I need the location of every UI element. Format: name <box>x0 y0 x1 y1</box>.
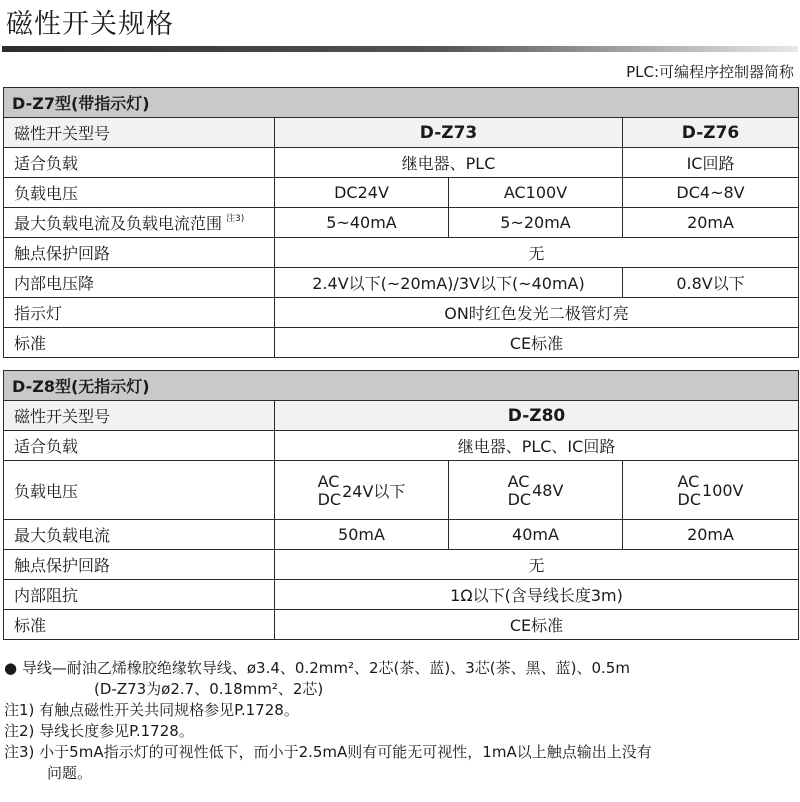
table-row <box>4 580 799 610</box>
cell-value: AC100V <box>449 178 623 208</box>
z7-section-header <box>4 88 799 118</box>
table-row <box>4 610 799 640</box>
footnotes <box>4 658 798 784</box>
row-label: 负载电压 <box>4 461 275 520</box>
row-label: 负载电压 <box>4 178 275 208</box>
bullet-icon: ● <box>4 659 18 677</box>
title-underline <box>2 46 798 52</box>
table-row <box>4 148 799 178</box>
table-row <box>4 520 799 550</box>
note-3: 注3) 小于5mA指示灯的可视性低下，而小于2.5mA则有可能无可视性，1mA以上触点输出上没有 <box>4 743 652 761</box>
z7-model-row <box>4 118 799 148</box>
cell-value: IC回路 <box>623 148 799 178</box>
cell-value: 40mA <box>449 520 623 550</box>
ac-label: AC <box>507 471 530 491</box>
cell-value: 继电器、PLC <box>275 148 623 178</box>
table-row <box>4 238 799 268</box>
ac-label: AC <box>317 471 340 491</box>
page-title: 磁性开关规格 <box>6 9 174 40</box>
z8-model-row <box>4 401 799 431</box>
cell-value: 无 <box>275 238 799 268</box>
cell-value: DC4~8V <box>623 178 799 208</box>
row-label: 触点保护回路 <box>4 238 275 268</box>
current-range-label: 最大负载电流及负载电流范围 <box>14 214 223 233</box>
row-label: 标准 <box>4 328 275 358</box>
lead-wire-text: 导线—耐油乙烯橡胶绝缘软导线、ø3.4、0.2mm²、2芯(茶、蓝)、3芯(茶、黑、蓝)、0.5m <box>21 659 630 677</box>
z7-model-a: D-Z73 <box>275 118 623 148</box>
cell-value: 0.8V以下 <box>623 268 799 298</box>
dc-label: DC <box>507 489 532 509</box>
cell-value <box>623 461 799 520</box>
plc-abbreviation-note: PLC:可编程序控制器简称 <box>626 63 794 81</box>
cell-value: 5~40mA <box>275 208 449 238</box>
cell-value: 继电器、PLC、IC回路 <box>275 431 799 461</box>
ac-label: AC <box>677 471 700 491</box>
row-label <box>4 208 275 238</box>
z8-model-label: 磁性开关型号 <box>4 401 275 431</box>
note-2: 注2) 导线长度参见P.1728。 <box>4 722 194 740</box>
table-row <box>4 461 799 520</box>
voltage-value: 24V以下 <box>342 482 406 501</box>
row-label: 适合负载 <box>4 148 275 178</box>
z7-model-b: D-Z76 <box>623 118 799 148</box>
cell-value: 50mA <box>275 520 449 550</box>
row-label: 内部电压降 <box>4 268 275 298</box>
z7-section-title: D-Z7型(带指示灯) <box>4 88 799 118</box>
row-label: 最大负载电流 <box>4 520 275 550</box>
table-row <box>4 431 799 461</box>
lead-wire-note-cont: (D-Z73为ø2.7、0.18mm²、2芯) <box>94 680 324 698</box>
table-row <box>4 208 799 238</box>
table-row <box>4 328 799 358</box>
voltage-value: 48V <box>532 481 564 500</box>
cell-value: 2.4V以下(~20mA)/3V以下(~40mA) <box>275 268 623 298</box>
row-label: 适合负载 <box>4 431 275 461</box>
dc-label: DC <box>677 489 702 509</box>
cell-value: CE标准 <box>275 610 799 640</box>
z8-spec-table <box>3 370 799 640</box>
lead-wire-note <box>4 658 798 679</box>
row-label: 内部阻抗 <box>4 580 275 610</box>
cell-value: 5~20mA <box>449 208 623 238</box>
table-row <box>4 550 799 580</box>
z8-section-title: D-Z8型(无指示灯) <box>4 371 799 401</box>
cell-value <box>275 461 449 520</box>
cell-value: 无 <box>275 550 799 580</box>
cell-value: DC24V <box>275 178 449 208</box>
z7-model-label: 磁性开关型号 <box>4 118 275 148</box>
z7-spec-table <box>3 87 799 358</box>
cell-value: 1Ω以下(含导线长度3m) <box>275 580 799 610</box>
note-1: 注1) 有触点磁性开关共同规格参见P.1728。 <box>4 701 299 719</box>
voltage-value: 100V <box>702 481 744 500</box>
table-row <box>4 178 799 208</box>
cell-value: ON时红色发光二极管灯亮 <box>275 298 799 328</box>
row-label: 指示灯 <box>4 298 275 328</box>
note-3-cont: 问题。 <box>47 764 93 782</box>
cell-value: 20mA <box>623 520 799 550</box>
note-ref: 注3) <box>226 214 245 224</box>
row-label: 标准 <box>4 610 275 640</box>
dc-label: DC <box>317 489 342 509</box>
cell-value <box>449 461 623 520</box>
cell-value: CE标准 <box>275 328 799 358</box>
table-row <box>4 298 799 328</box>
z8-model: D-Z80 <box>275 401 799 431</box>
row-label: 触点保护回路 <box>4 550 275 580</box>
z8-section-header <box>4 371 799 401</box>
table-row <box>4 268 799 298</box>
cell-value: 20mA <box>623 208 799 238</box>
